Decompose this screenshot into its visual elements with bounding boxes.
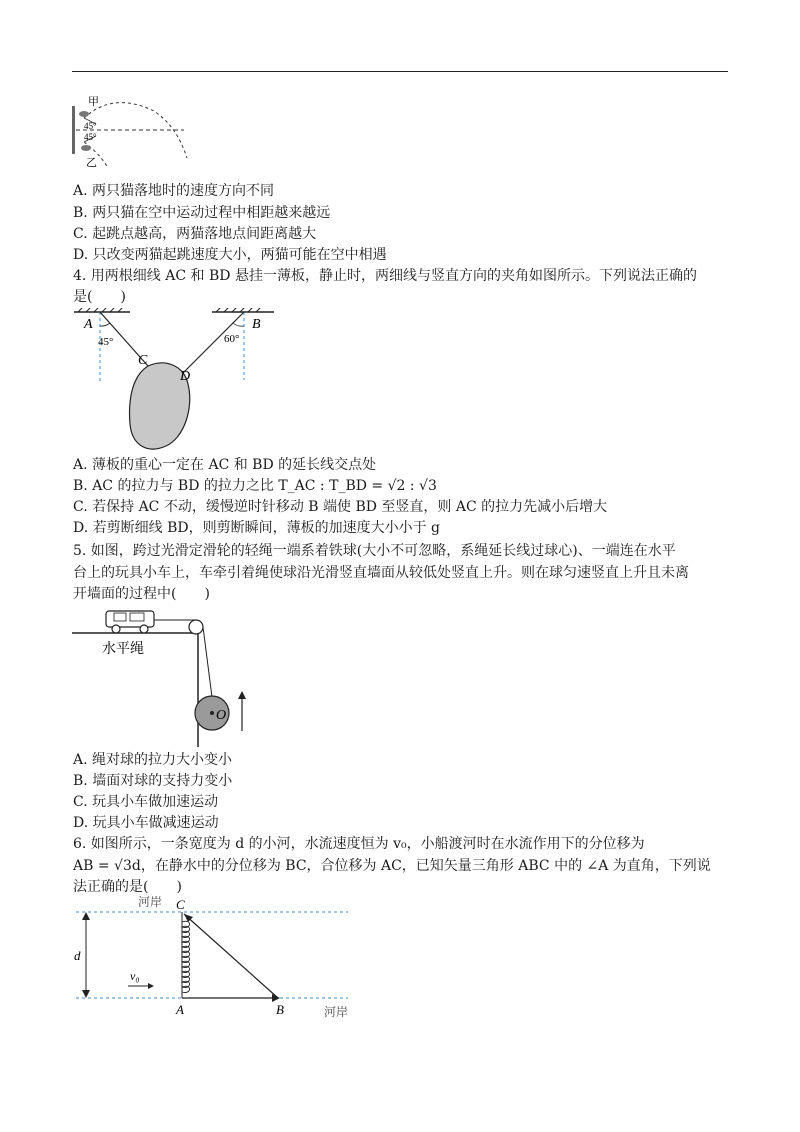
label-velocity-v0: v₀ <box>130 969 140 983</box>
q6-stem-line2: AB = √3d，在静水中的分位移为 BC，合位移为 AC，已知矢量三角形 ABC 中的 ∠A 为直角，下列说 <box>73 858 711 874</box>
q3-option-b: B. 两只猫在空中运动过程中相距越来越远 <box>73 205 331 221</box>
label-horizontal-rope: 水平绳 <box>102 642 144 657</box>
q3-option-a: A. 两只猫落地时的速度方向不同 <box>73 183 275 199</box>
q5-option-d: D. 玩具小车做减速运动 <box>73 815 219 831</box>
label-angle-top: 45° <box>84 121 97 131</box>
q5-option-a: A. 绳对球的拉力大小变小 <box>73 752 233 768</box>
q4-stem-line1: 4. 用两根细线 AC 和 BD 悬挂一薄板，静止时，两细线与竖直方向的夹角如图所示。下列说法正确的 <box>73 268 697 284</box>
label-jia: 甲 <box>88 96 99 108</box>
label-point-a: A <box>176 1002 184 1017</box>
label-angle-60: 60° <box>224 333 240 345</box>
label-point-b: B <box>276 1002 284 1017</box>
label-angle-45: 45° <box>98 336 114 348</box>
label-point-c: C <box>138 353 148 368</box>
q5-option-c: C. 玩具小车做加速运动 <box>73 794 219 810</box>
q5-stem-line1: 5. 如图，跨过光滑定滑轮的轻绳一端系着铁球(大小不可忽略，系绳延长线过球心)、一端连在水平 <box>73 543 676 559</box>
q4-option-a: A. 薄板的重心一定在 AC 和 BD 的延长线交点处 <box>73 457 377 473</box>
label-point-a: A <box>84 317 93 332</box>
label-point-d: D <box>180 369 191 384</box>
label-center-o: O <box>216 708 227 723</box>
q5-stem-line3: 开墙面的过程中( ) <box>73 586 210 602</box>
label-bank-bottom: 河岸 <box>324 1005 349 1019</box>
label-point-c: C <box>176 897 185 912</box>
figure-pulley-car-ball <box>72 605 262 747</box>
q4-stem-line2: 是( ) <box>73 289 126 305</box>
q4-option-b: B. AC 的拉力与 BD 的拉力之比 T_AC : T_BD = √2 : √3 <box>73 478 437 494</box>
q3-option-d: D. 只改变两猫起跳速度大小，两猫可能在空中相遇 <box>73 247 387 263</box>
label-bank-top: 河岸 <box>138 895 163 909</box>
q3-option-c: C. 起跳点越高，两猫落地点间距离越大 <box>73 226 317 242</box>
q4-option-d: D. 若剪断细线 BD，则剪断瞬间，薄板的加速度大小小于 g <box>73 520 440 536</box>
label-point-b: B <box>252 317 261 332</box>
q5-option-b: B. 墙面对球的支持力变小 <box>73 773 233 789</box>
q5-stem-line2: 台上的玩具小车上，车牵引着绳使球沿光滑竖直墙面从较低处竖直上升。则在球匀速竖直上升且未离 <box>73 565 689 581</box>
label-yi: 乙 <box>86 157 97 169</box>
q6-stem-line3: 法正确的是( ) <box>73 879 182 895</box>
q4-option-c: C. 若保持 AC 不动，缓慢逆时针移动 B 端使 BD 至竖直，则 AC 的拉力先减小后增大 <box>73 499 608 515</box>
label-angle-bottom: 45° <box>84 132 97 142</box>
q6-stem-line1: 6. 如图所示，一条宽度为 d 的小河，水流速度恒为 v₀，小船渡河时在水流作用下的分位移为 <box>73 836 645 852</box>
label-width-d: d <box>74 948 81 963</box>
figure-river-crossing <box>72 892 362 1022</box>
figure-hanging-plate <box>72 308 282 458</box>
header-rule <box>72 71 728 72</box>
figure-cats-jumping <box>72 96 212 174</box>
